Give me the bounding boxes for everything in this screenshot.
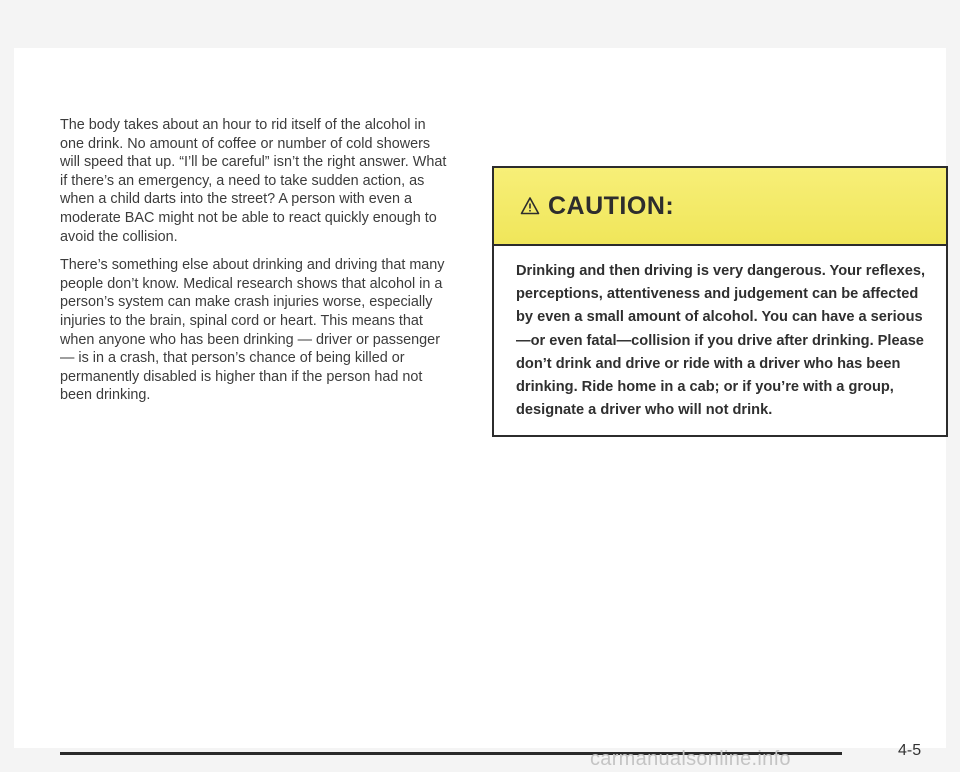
warning-triangle-icon: [520, 196, 540, 216]
watermark: carmanualsonline.info: [590, 748, 791, 770]
page-number: 4-5: [898, 742, 922, 759]
caution-header: [494, 168, 946, 246]
caution-box: [492, 166, 948, 437]
body-paragraph-2: There’s something else about drinking and driving that many people don’t know. Medical research shows that alcohol in a person’s system can make crash injuries worse, especially injuries to the brain, spinal cord or heart. This means that when anyone who has been drinking — driver or passenger — is in a crash, that person’s chance of being killed or permanently disabled is higher than if the person had not been drinking.: [60, 257, 445, 404]
caution-text: Drinking and then driving is very dangerous. Your reflexes, perceptions, attentiveness and judgement can be affected by even a small amount of alcohol. You can have a serious—or even fatal—collision if you drive after drinking. Please don’t drink and drive or ride with a driver who has been drinking. Ride home in a cab; or if you’re with a group, designate a driver who will not drink.: [516, 263, 926, 419]
caution-title: CAUTION:: [548, 191, 675, 220]
body-paragraph-1: The body takes about an hour to rid itself of the alcohol in one drink. No amount of coffee or number of cold showers will speed that up. “I’ll be careful” isn’t the right answer. What if there’s an emergency, a need to take sudden action, as when a child darts into the street? A person with even a moderate BAC might not be able to react quickly enough to avoid the collision.: [60, 117, 447, 245]
body-text-column: [60, 116, 452, 415]
